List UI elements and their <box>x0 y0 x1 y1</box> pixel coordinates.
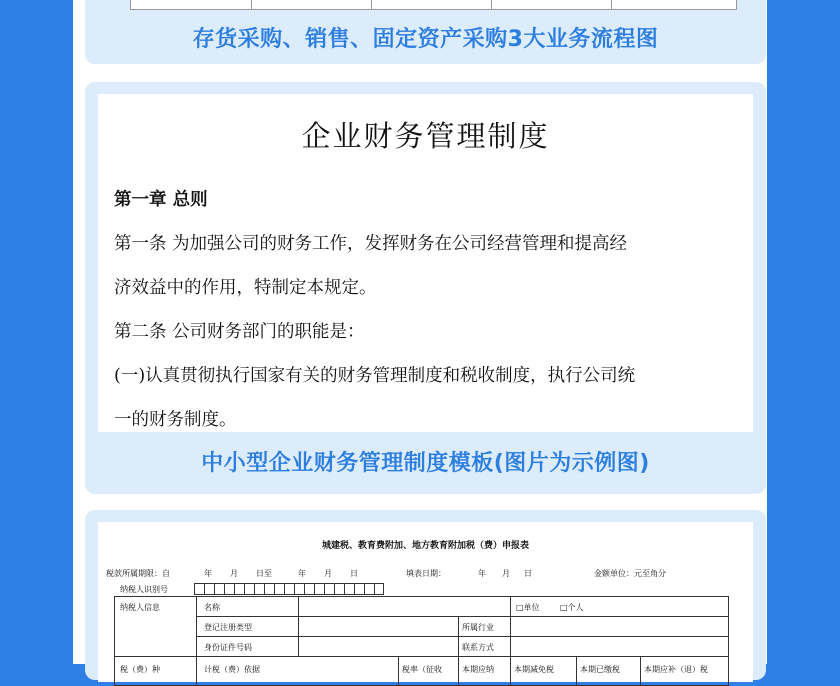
tax-rate-label: 税率（征收 <box>402 665 442 674</box>
tax-form-preview <box>98 522 753 682</box>
name-label: 名称 <box>204 603 220 612</box>
year-label: 年 <box>204 569 212 578</box>
document-line: 一的财务制度。 <box>114 410 237 430</box>
tax-form-card[interactable] <box>85 510 766 680</box>
flowchart-preview-strip <box>130 0 737 10</box>
flowchart-caption[interactable]: 存货采购、销售、固定资产采购3大业务流程图 <box>192 27 659 52</box>
document-line: 济效益中的作用，特制定本规定。 <box>114 278 377 298</box>
document-line: 第一条 为加强公司的财务工作，发挥财务在公司经营管理和提高经 <box>114 234 628 254</box>
reduction-label: 本期减免税 <box>514 665 554 674</box>
industry-label: 所属行业 <box>462 623 494 632</box>
reg-type-label: 登记注册类型 <box>204 623 252 632</box>
document-title: 企业财务管理制度 <box>301 119 550 153</box>
regulation-card[interactable] <box>85 82 766 494</box>
year-label: 年 <box>298 569 306 578</box>
month-label: 月 <box>324 569 332 578</box>
chapter-heading: 第一章 总则 <box>114 190 208 210</box>
id-number-label: 身份证件号码 <box>204 643 252 652</box>
unit-label: 金额单位：元至角分 <box>594 569 666 578</box>
taxpayer-id-label: 纳税人识别号 <box>120 585 168 594</box>
year-label: 年 <box>478 569 486 578</box>
unit-option: □单位 <box>516 603 540 612</box>
fill-date-label: 填表日期： <box>406 569 446 578</box>
period-label: 税款所属期限：自 <box>106 569 170 578</box>
day-to-label: 日至 <box>256 569 272 578</box>
month-label: 月 <box>502 569 510 578</box>
refund-label: 本期应补（退）税 <box>644 665 708 674</box>
taxpayer-info-label: 纳税人信息 <box>120 603 160 612</box>
form-title: 城建税、教育费附加、地方教育附加税（费）申报表 <box>321 541 529 551</box>
regulation-caption[interactable]: 中小型企业财务管理制度模板(图片为示例图) <box>201 451 650 476</box>
regulation-document-preview <box>98 94 753 432</box>
person-option: □个人 <box>560 603 584 612</box>
paid-label: 本期已缴税 <box>580 665 620 674</box>
month-label: 月 <box>230 569 238 578</box>
document-line: 第二条 公司财务部门的职能是： <box>114 322 365 342</box>
flowchart-card[interactable] <box>85 0 766 64</box>
payable-label: 本期应纳 <box>462 665 494 674</box>
contact-label: 联系方式 <box>462 643 494 652</box>
tax-type-label: 税（费）种 <box>120 665 160 674</box>
document-line: (一)认真贯彻执行国家有关的财务管理制度和税收制度，执行公司统 <box>114 366 636 386</box>
day-label: 日 <box>350 569 358 578</box>
day-label: 日 <box>524 569 532 578</box>
tax-basis-label: 计税（费）依据 <box>204 665 260 674</box>
